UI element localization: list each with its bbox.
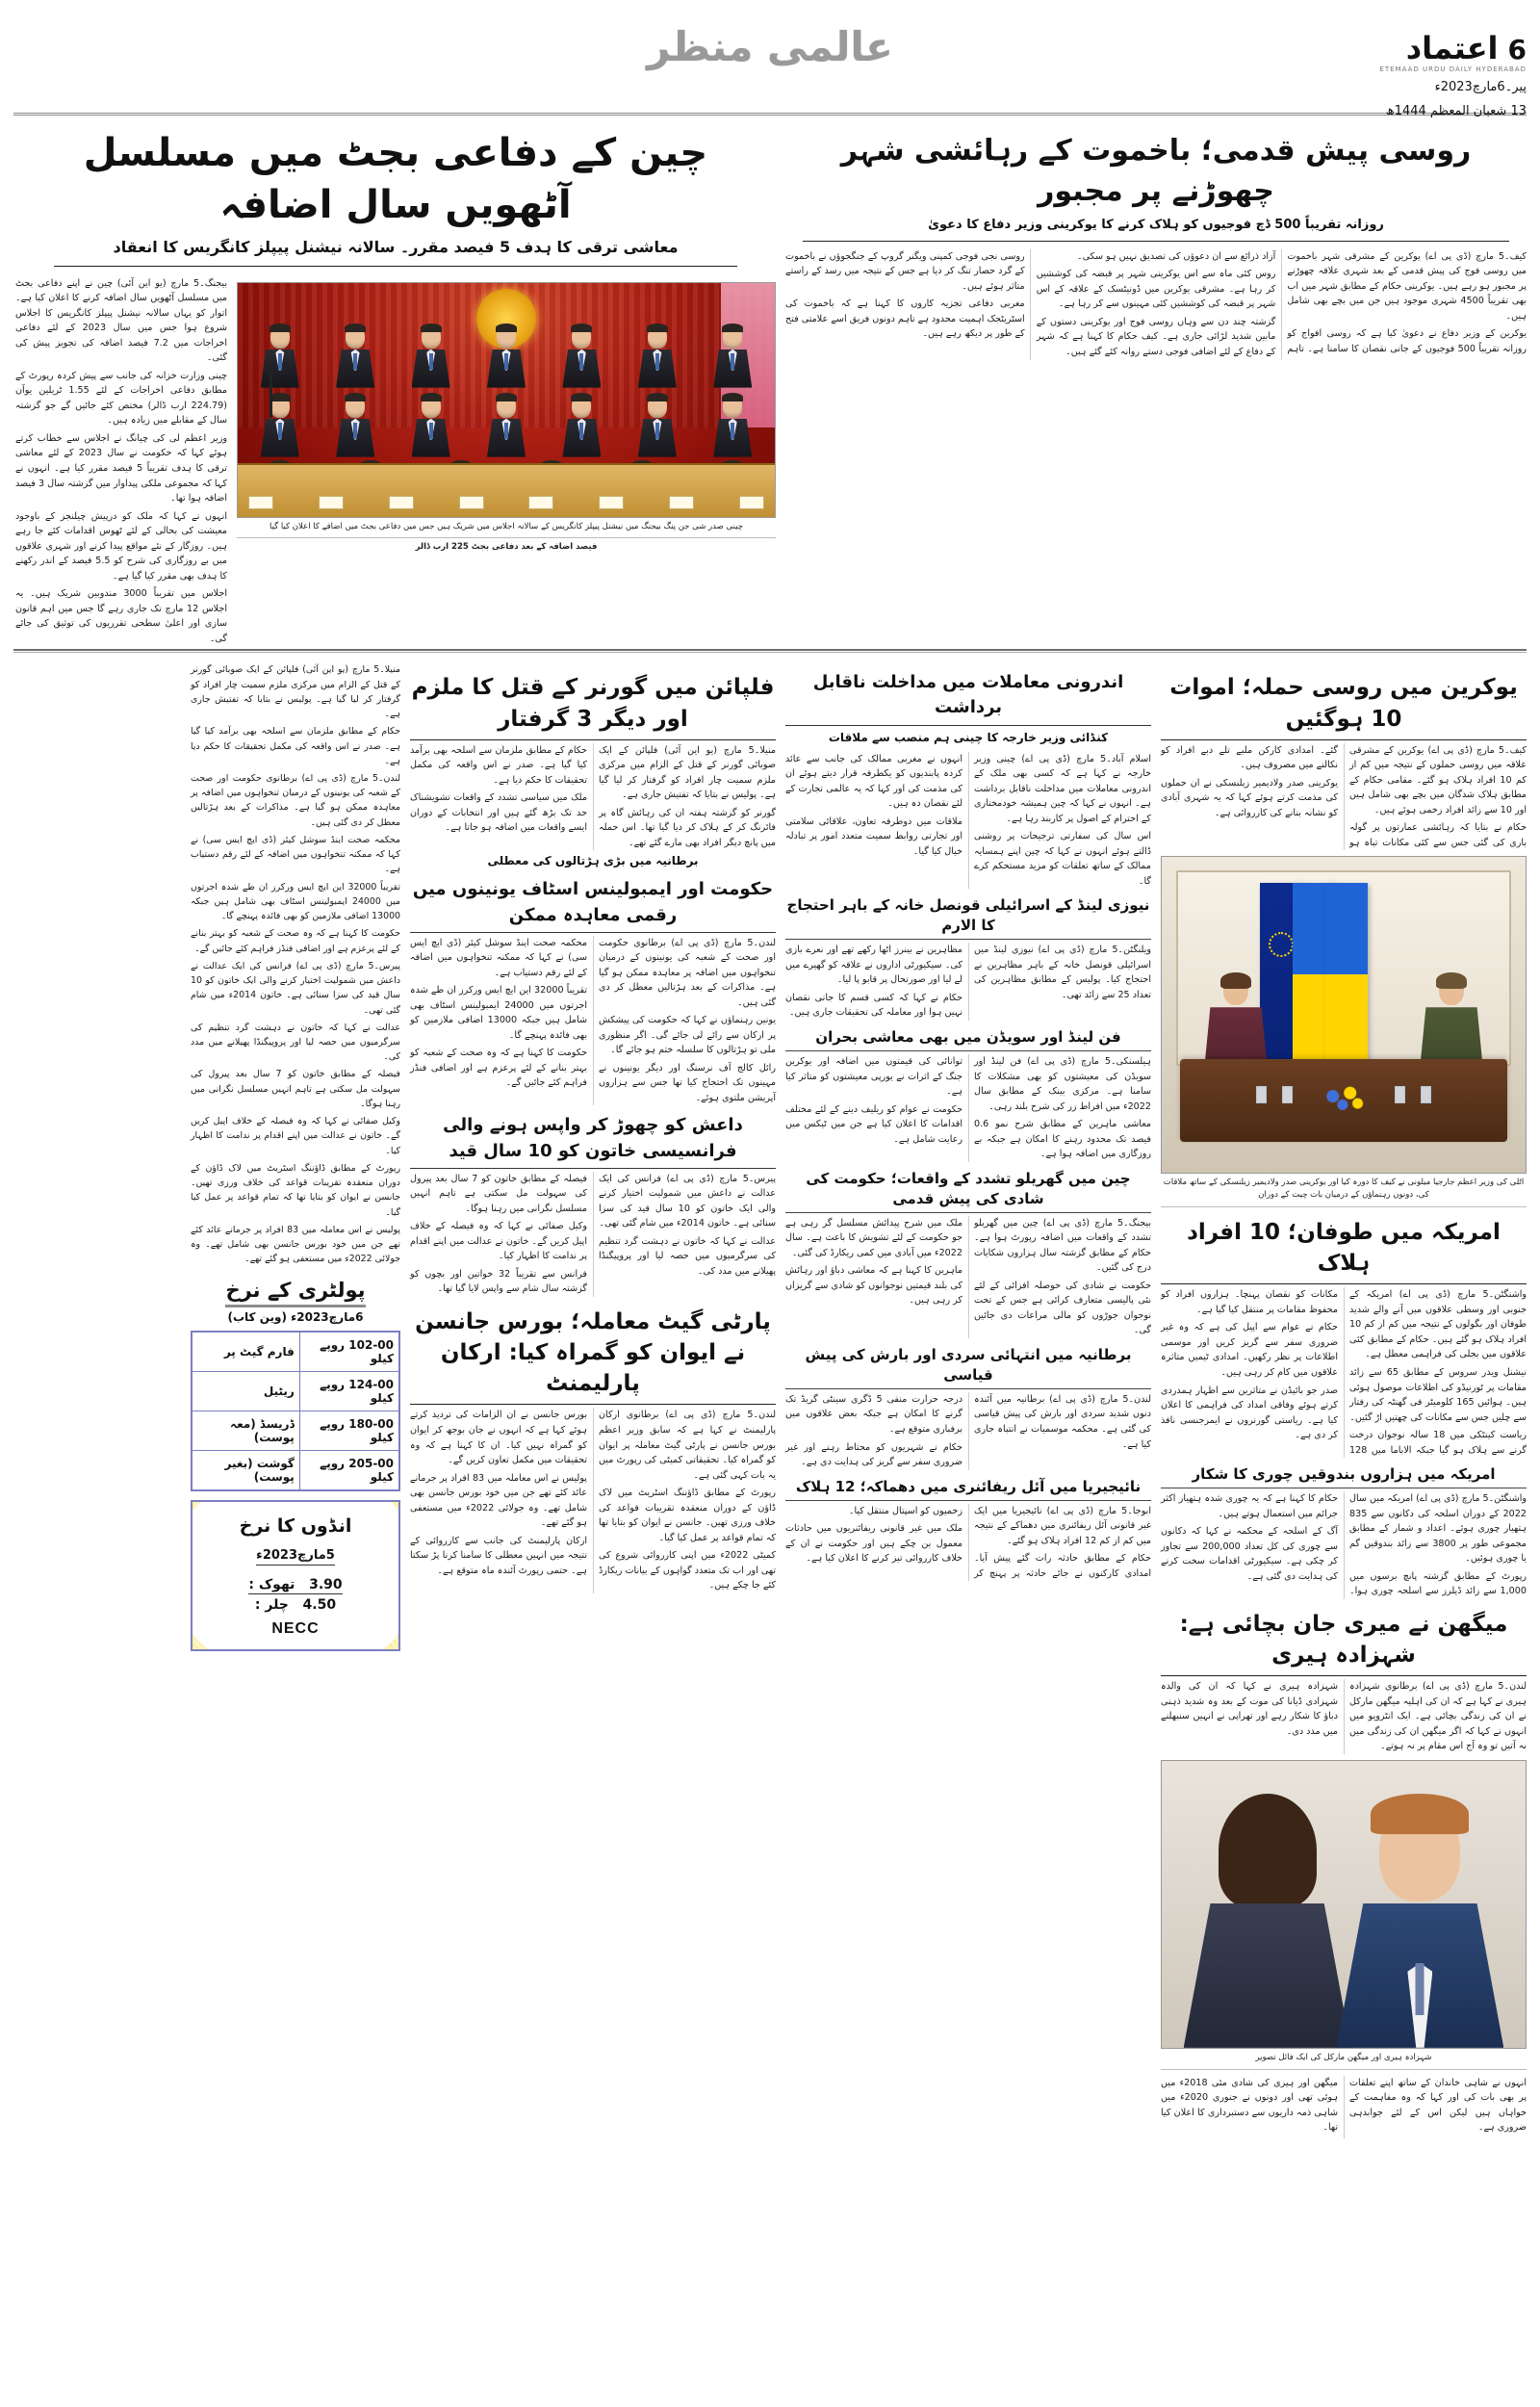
- story-partygate: [410, 1307, 776, 1593]
- paragraph: بیجنگ۔5 مارچ (ڈی پی اے) چین میں گھریلو تشدد کے واقعات میں اضافہ رپورٹ ہوا ہے۔ حکام کے مطابق گزشتہ سال ہزاروں شکایات درج کی گئیں۔: [974, 1217, 1151, 1274]
- paragraph: نیشنل ویدر سروس کے مطابق 65 سے زائد مقامات پر ٹورنیڈو کی اطلاعات موصول ہوئی ہیں۔ ہوائیں 165 کلومیٹر فی گھنٹہ کی رفتار سے چلیں جس سے مکانات کی چھتیں اڑ گئیں۔: [1349, 1366, 1527, 1423]
- kicker: برطانیہ میں بڑی ہڑتالوں کی معطلی: [487, 854, 699, 868]
- paragraph: حکام نے بتایا کہ رہائشی عمارتوں پر گولہ باری کی گئی جس سے کئی مکانات تباہ ہو گئے۔ امدادی کارکن ملبے تلے دبے افراد کو نکالنے میں مصروف ہیں۔: [1161, 744, 1527, 848]
- paper-logo: اعتماد: [1405, 30, 1499, 66]
- paragraph: حکومت نے شادی کی حوصلہ افزائی کے لئے نئی پالیسی متعارف کرائی ہے جس کے تحت نوجوان جوڑوں کو مالی مراعات دی جائیں گی۔: [974, 1280, 1151, 1336]
- paragraph: حکومت کا کہنا ہے کہ وہ صحت کے شعبہ کو بہتر بنانے کے لئے پرعزم ہے اور اضافی فنڈز فراہم کئے جائیں گے۔: [410, 1048, 587, 1089]
- paragraph: پولیس نے اس معاملہ میں 83 افراد پر جرمانے عائد کئے تھے جن میں خود بورس جانسن بھی شامل تھے۔ وہ جولائی 2022ء میں مستعفی ہو گئے تھے۔: [410, 1472, 587, 1529]
- story-newzealand: [785, 895, 1151, 1021]
- lead-figure: [237, 276, 776, 650]
- story-philippines: [410, 672, 776, 850]
- paragraph: حکومت کا کہنا ہے کہ وہ صحت کے شعبہ کو بہتر بنانے کے لئے پرعزم ہے اور اضافی فنڈز فراہم کئے جائیں گے۔: [191, 928, 400, 954]
- flowers-decor: [1317, 1083, 1371, 1116]
- paragraph: یونین رہنماؤں نے کہا کہ حکومت کی پیشکش پر ارکان سے رائے لی جائے گی۔ اگر منظوری ملی تو ہڑتالوں کا سلسلہ ختم ہو جائے گا۔: [599, 1015, 776, 1056]
- paragraph: پیرس۔5 مارچ (ڈی پی اے) فرانس کی ایک عدالت نے داعش میں شمولیت اختیار کرنے والی ایک خاتون کو 10 سال قید کی سزا سنائی ہے۔ خاتون 2014ء میں شام گئی تھی۔: [599, 1173, 776, 1229]
- story-china-budget: [15, 121, 776, 649]
- story-us-theft: [1161, 1464, 1527, 1599]
- story-us-storm: [1161, 1217, 1527, 1458]
- paragraph: بورس جانسن نے ان الزامات کی تردید کرتے ہوئے کہا ہے کہ انہوں نے جان بوجھ کر ایوان کو گمراہ نہیں کیا۔ ان کا کہنا ہے کہ وہ تحقیقات میں مکمل تعاون کریں گے۔: [410, 1410, 587, 1466]
- rate-value: 102-00 روپے کیلو: [299, 1332, 399, 1372]
- paragraph: حکام کے مطابق ملزمان سے اسلحہ بھی برآمد کیا گیا ہے۔ صدر نے اس واقعہ کی مکمل تحقیقات کا حکم دیا ہے۔: [410, 744, 587, 786]
- rate-label: گوشت (بغیر پوست): [192, 1451, 299, 1491]
- paragraph: ملک میں غیر قانونی ریفائنریوں میں حادثات معمول بن چکے ہیں اور حکومت نے ان کے خلاف کارروائی تیز کرنے کا اعلان کیا ہے۔: [785, 1523, 962, 1565]
- article-body: [410, 1408, 776, 1592]
- column-d-overflow-strike: [191, 771, 400, 959]
- story-uk-cold: [785, 1345, 1151, 1470]
- paragraph: تقریباً 32000 این ایچ ایس ورکرز ان طے شدہ اجرتوں میں 24000 ایمبولینس اسٹاف بھی شامل ہیں جبکہ 13000 اضافی ملازمین کو بھی فائدہ پہنچے گا۔: [191, 881, 400, 922]
- paragraph: مظاہرین نے بینرز اٹھا رکھے تھے اور نعرے بازی کی۔ سیکیورٹی اداروں نے علاقہ کو گھیرے میں لے لیا اور صورتحال پر قابو پا لیا۔: [785, 945, 962, 986]
- egg-wholesale-label: تھوک :: [248, 1577, 295, 1593]
- column-c: [410, 662, 776, 1593]
- headline: برطانیہ میں انتہائی سردی اور بارش کی پیش قیاسی: [785, 1345, 1151, 1389]
- article-body: [785, 752, 1151, 890]
- paragraph: یوکرین کے وزیر دفاع نے دعویٰ کیا ہے کہ روسی افواج کو روزانہ تقریباً 500 فوجیوں کے جانی نقصان کا سامنا ہے۔ تاہم آزاد ذرائع سے ان دعوؤں کی تصدیق نہیں ہو سکی۔: [1077, 250, 1527, 354]
- table-row: [192, 1451, 399, 1491]
- paragraph: پیرس۔5 مارچ (ڈی پی اے) فرانس کی ایک عدالت نے داعش میں شمولیت اختیار کرنے والی ایک خاتون کو 10 سال قید کی سزا سنائی ہے۔ خاتون 2014ء میں شام گئی تھی۔: [191, 960, 400, 1016]
- paper-subtitle: ETEMAAD URDU DAILY HYDERABAD: [1379, 65, 1527, 73]
- headline: پارٹی گیٹ معاملہ؛ بورس جانسن نے ایوان کو گمراہ کیا: ارکان پارلیمنٹ: [410, 1307, 776, 1406]
- story-meghan: [1161, 1609, 1527, 2138]
- story-china-family: [785, 1169, 1151, 1338]
- paragraph: کیف۔5 مارچ (ڈی پی اے) یوکرین کے مشرقی علاقہ میں روسی حملوں کے نتیجہ میں کم از کم 10 افراد ہلاک ہو گئے۔ مقامی حکام کے مطابق ہلاک شدگان میں بچے بھی شامل ہیں اور 10 سے زائد افراد زخمی ہوئے ہیں۔: [1349, 744, 1527, 815]
- headline: فلپائن میں گورنر کے قتل کا ملزم اور دیگر 3 گرفتار: [410, 672, 776, 739]
- section-title: عالمی منظر: [647, 23, 893, 70]
- person-harry: [1336, 1805, 1503, 2048]
- paragraph: حکومت نے عوام کو ریلیف دینے کے لئے مختلف اقدامات کا اعلان کیا ہے جن میں ٹیکس میں رعایت شامل ہے۔: [785, 1103, 962, 1145]
- paragraph: کمیٹی 2022ء میں اپنی کارروائی شروع کی تھی اور اب تک متعدد گواہوں کے بیانات ریکارڈ کئے جا چکے ہیں۔: [599, 1550, 776, 1592]
- page-number: 6: [1507, 34, 1527, 65]
- article-body: [1161, 1287, 1527, 1458]
- egg-rates-title: انڈوں کا نرخ: [239, 1515, 352, 1538]
- paragraph: محکمہ صحت اینڈ سوشل کیئر (ڈی ایچ ایس سی) نے کہا کہ ممکنہ تنخواہوں میں اضافہ کے لئے رقم دستیاب ہے۔: [410, 937, 587, 978]
- paragraph: ملک میں سیاسی تشدد کے واقعات تشویشناک حد تک بڑھ گئے ہیں اور انتخابات کے دوران ایسے واقعات میں اضافہ ہو جاتا ہے۔: [410, 792, 587, 834]
- column-b: [785, 662, 1151, 1581]
- paragraph: اجلاس میں تقریباً 3000 مندوبین شریک ہیں۔ یہ اجلاس 12 مارچ تک جاری رہے گا جس میں اہم قانون سازی اور اعلیٰ سطحی تقرریوں کی توثیق کی جائے گی۔: [15, 588, 227, 644]
- paragraph: لندن۔5 مارچ (ڈی پی اے) برطانوی حکومت اور صحت کے شعبہ کی یونینوں کے درمیان تنخواہوں میں اضافہ پر معاہدہ ممکن ہو گیا ہے۔ مذاکرات کے بعد ہڑتالیں معطل کر دی گئی ہیں۔: [599, 937, 776, 1008]
- article-body: [785, 1504, 1151, 1582]
- paragraph: لندن۔5 مارچ (ڈی پی اے) برطانوی حکومت اور صحت کے شعبہ کی یونینوں کے درمیان تنخواہوں میں اضافہ پر معاہدہ ممکن ہو گیا ہے۔ مذاکرات کے بعد ہڑتالیں معطل کر دی گئی ہیں۔: [191, 772, 400, 828]
- story-ukraine-attack: [1161, 672, 1527, 1207]
- paragraph: محکمہ صحت اینڈ سوشل کیئر (ڈی ایچ ایس سی) نے کہا کہ ممکنہ تنخواہوں میں اضافہ کے لئے رقم دستیاب ہے۔: [191, 834, 400, 875]
- headline: امریکہ میں طوفان؛ 10 افراد ہلاک: [1161, 1217, 1527, 1284]
- article-body-cont: [1161, 2076, 1527, 2138]
- subheadline: کنڈائی وزیر خارجہ کا چینی ہم منصب سے ملاقات: [828, 730, 1109, 744]
- paragraph: توانائی کی قیمتوں میں اضافہ اور یوکرین جنگ کے اثرات نے یورپی معیشتوں کو متاثر کیا ہے۔: [785, 1055, 962, 1098]
- paragraph: معاشی ماہرین کے مطابق شرح نمو 0.6 فیصد تک محدود رہنے کا امکان ہے جبکہ بے روزگاری میں اضافہ ہوا ہے۔: [974, 1119, 1151, 1160]
- story-internal-affairs: [785, 670, 1151, 889]
- person-meghan: [1184, 1805, 1351, 2048]
- egg-rates-source: NECC: [271, 1620, 320, 1638]
- story-nigeria: [785, 1477, 1151, 1582]
- column-a: [1161, 662, 1527, 2137]
- rate-label: ڈریسڈ (معہ پوست): [192, 1411, 299, 1451]
- table-row: [192, 1332, 399, 1372]
- paragraph: واشنگٹن۔5 مارچ (ڈی پی اے) امریکہ کے جنوبی اور وسطی علاقوں میں آنے والے شدید طوفان اور بگولوں کے نتیجہ میں کم از کم 10 افراد ہلاک ہو گئے ہیں۔ حکام کے مطابق کئی علاقوں میں بجلی کی فراہمی معطل ہے۔: [1349, 1289, 1527, 1360]
- photo-caption: شہزادہ ہیری اور میگھن مارکل کی ایک فائل تصویر: [1161, 2049, 1527, 2070]
- headline: یوکرین میں روسی حملہ؛ اموات 10 ہوگئیں: [1161, 672, 1527, 739]
- article-body: [1161, 743, 1527, 851]
- paragraph: گزشتہ چند دن سے وہاں روسی فوج اور یوکرینی دستوں کے مابین شدید لڑائی جاری ہے۔ کیف حکام کا کہنا ہے کہ شہر کے دفاع کے لئے اضافی فوجی دستے روانہ کئے گئے ہیں۔: [1036, 316, 1276, 357]
- paragraph: لندن۔5 مارچ (ڈی پی اے) برطانوی شہزادہ ہیری نے کہا ہے کہ ان کی اہلیہ میگھن مارکل نے ان کی زندگی بچائی ہے۔ ایک انٹرویو میں انہوں نے کہا کہ اگر میگھن ان کی زندگی میں نہ آتیں تو وہ آج اس مقام پر نہ ہوتے۔: [1349, 1681, 1527, 1752]
- paragraph: رپورٹ کے مطابق گزشتہ پانچ برسوں میں 1,000 سے زائد ڈیلرز سے اسلحہ چوری ہوا۔ حکام کا کہنا ہے کہ یہ چوری شدہ ہتھیار اکثر جرائم میں استعمال ہوتے ہیں۔: [1161, 1493, 1527, 1597]
- poultry-rates-box: [191, 1279, 400, 1491]
- paragraph: انہوں نے کہا کہ ملک کو درپیش چیلنجز کے باوجود معیشت کی بحالی کے لئے ٹھوس اقدامات کئے جا رہے ہیں۔ روزگار کے نئے مواقع پیدا کرنے اور شہری علاقوں میں بے روزگاری کی شرح کو 5.5 فیصد کے اندر رکھنے کا ہدف بھی مقرر کیا گیا ہے۔: [15, 510, 227, 582]
- lead-subheadline: معاشی ترقی کا ہدف 5 فیصد مقرر۔ سالانہ نیشنل پیپلز کانگریس کا انعقاد: [54, 235, 737, 267]
- headline: حکومت اور ایمبولینس اسٹاف یونینوں میں رقمی معاہدہ ممکن: [410, 877, 776, 932]
- headline: امریکہ میں ہزاروں بندوقیں چوری کا شکار: [1161, 1464, 1527, 1488]
- paragraph: گورنر کو گزشتہ ہفتہ ان کی رہائش گاہ پر فائرنگ کر کے ہلاک کر دیا گیا تھا۔ اس حملہ میں پانچ دیگر افراد بھی مارے گئے تھے۔: [599, 807, 776, 848]
- article-body: [785, 1392, 1151, 1470]
- story-finland: [785, 1027, 1151, 1162]
- paragraph: ہیلسنکی۔5 مارچ (ڈی پی اے) فن لینڈ اور سویڈن کی معیشتوں کو بھی مشکلات کا سامنا ہے۔ مرکزی بینک کے مطابق سال 2022ء میں افراط زر کی شرح بلند رہی۔: [974, 1055, 1151, 1112]
- article-body: [410, 936, 776, 1106]
- photo-highlight: فیصد اضافہ کے بعد دفاعی بجٹ 225 ارب ڈالر: [415, 542, 598, 553]
- paragraph: حکام نے شہریوں کو محتاط رہنے اور غیر ضروری سفر سے گریز کی ہدایت دی ہے۔: [785, 1441, 962, 1468]
- egg-wholesale-row: [198, 1577, 393, 1592]
- paragraph: ماہرین کا کہنا ہے کہ معاشی دباؤ اور رہائش کی بلند قیمتیں نوجوانوں کو شادی سے گریزاں کر رہی ہیں۔: [785, 1265, 962, 1307]
- paragraph: مغربی دفاعی تجزیہ کاروں کا کہنا ہے کہ باخموت کی اسٹریٹجک اہمیت محدود ہے تاہم دونوں فریق اسے علامتی فتح کے طور پر دیکھ رہے ہیں۔: [785, 298, 1025, 340]
- paragraph: حکام کے مطابق حادثہ رات گئے پیش آیا۔ امدادی کارکنوں نے جائے حادثہ پر پہنچ کر زخمیوں کو اسپتال منتقل کیا۔: [848, 1505, 1151, 1579]
- headline: اندرونی معاملات میں مداخلت ناقابل برداشت: [785, 670, 1151, 725]
- egg-wholesale-value: 3.90: [309, 1577, 343, 1593]
- paragraph: روسی نجی فوجی کمپنی ویگنر گروپ کے جنگجوؤں نے باخموت کے گرد حصار تنگ کر دیا ہے جس کے نتیجہ میں رسد کے راستے متاثر ہوئے ہیں۔: [785, 250, 1025, 292]
- article-body: [785, 1054, 1151, 1162]
- egg-rates-date: 5مارچ2023ء: [256, 1548, 335, 1566]
- poultry-rates-date: 6مارچ2023ء (وین کاب): [227, 1310, 364, 1325]
- paragraph: ویلنگٹن۔5 مارچ (ڈی پی اے) نیوزی لینڈ میں اسرائیلی قونصل خانہ کے باہر مظاہرین نے احتجاج کیا۔ پولیس کے مطابق مظاہرین کی تعداد 25 سے زائد تھی۔: [974, 945, 1151, 1000]
- photo-china-congress: [237, 282, 776, 518]
- top-block: [13, 121, 1527, 649]
- horizontal-divider: [13, 649, 1527, 653]
- paragraph: واشنگٹن۔5 مارچ (ڈی پی اے) امریکہ میں سال 2022 کے دوران اسلحہ کی دکانوں سے 835 ہتھیار چوری ہوئے۔ اعداد و شمار کے مطابق مجموعی طور پر 3800 سے زائد بندوقیں گم یا چوری ہوئیں۔: [1349, 1493, 1527, 1565]
- headline: داعش کو چھوڑ کر واپس ہونے والی فرانسیسی خاتون کو 10 سال قید: [410, 1113, 776, 1168]
- issue-date-gregorian: پیر۔6مارچ2023ء: [1434, 80, 1527, 94]
- paragraph: وکیل صفائی نے کہا کہ وہ فیصلہ کے خلاف اپیل کریں گے۔ خاتون نے عدالت میں اپنے اقدام پر ندامت کا اظہار کیا۔: [191, 1116, 400, 1156]
- headline: میگھن نے میری جان بچائی ہے: شہزادہ ہیری: [1161, 1609, 1527, 1676]
- paragraph: رپورٹ کے مطابق ڈاؤننگ اسٹریٹ میں لاک ڈاؤن کے دوران منعقدہ تقریبات قواعد کی خلاف ورزی تھیں۔ جانسن نے ایوان کو بتایا تھا کہ تمام قواعد پر عمل کیا گیا۔: [599, 1488, 776, 1543]
- masthead-left: [1379, 30, 1527, 120]
- paragraph: وزیر اعظم لی کی چیانگ نے اجلاس سے خطاب کرتے ہوئے کہا کہ حکومت نے سال 2023 کے لئے معاشی ترقی کا ہدف تقریباً 5 فیصد مقرر کیا ہے۔ انہوں نے کہا کہ مجموعی ملکی پیداوار میں گزشتہ سال 3 فیصد اضافہ ہوا تھا۔: [15, 432, 227, 505]
- paragraph: عدالت نے کہا کہ خاتون نے دہشت گرد تنظیم کی سرگرمیوں میں حصہ لیا اور پروپیگنڈا پھیلانے میں مدد کی۔: [191, 1022, 400, 1063]
- article-body: [410, 743, 776, 851]
- table-row: [192, 1411, 399, 1451]
- paragraph: فیصلہ کے مطابق خاتون کو 7 سال بعد پیرول کی سہولت مل سکتی ہے تاہم انہیں مسلسل نگرانی میں رہنا ہوگا۔: [191, 1069, 400, 1109]
- rate-label: فارم گیٹ پر: [192, 1332, 299, 1372]
- paragraph: منیلا۔5 مارچ (یو این آئی) فلپائن کے ایک صوبائی گورنر کے قتل کے الزام میں مرکزی ملزم سمیت چار افراد کو گرفتار کر لیا گیا ہے۔ پولیس نے بتایا کہ تفتیش جاری ہے۔: [599, 744, 776, 801]
- headline: روسی پیش قدمی؛ باخموت کے رہائشی شہر چھوڑنے پر مجبور: [840, 134, 1472, 208]
- table-row: [192, 1372, 399, 1411]
- story-daesh-woman: [410, 1113, 776, 1296]
- ukraine-flag-icon: [1325, 883, 1368, 1066]
- paragraph: ابوجا۔5 مارچ (ڈی پی اے) نائیجیریا میں ایک غیر قانونی آئل ریفائنری میں دھماکے کے نتیجہ میں کم از کم 12 افراد ہلاک ہو گئے۔: [974, 1505, 1151, 1546]
- paragraph: چینی وزارت خزانہ کی جانب سے پیش کردہ رپورٹ کے مطابق دفاعی اخراجات کے لئے 1.55 ٹریلین یوآن (224.79 ارب ڈالر) مختص کئے جائیں گے جو گزشتہ سال کے مقابلے میں زیادہ ہیں۔: [15, 370, 227, 427]
- paragraph: ریاست کینٹکی میں 18 سالہ نوجوان درخت گرنے سے ہلاک ہو گیا جبکہ الاباما میں 128 مکانات کو نقصان پہنچا۔ ہزاروں افراد کو محفوظ مقامات پر منتقل کیا گیا ہے۔: [1161, 1289, 1527, 1456]
- paragraph: انہوں نے مغربی ممالک کی جانب سے عائد کردہ پابندیوں کو یکطرفہ قرار دیتے ہوئے ان کی مذمت کی اور کہا کہ یہ عالمی تجارت کے لئے نقصان دہ ہیں۔: [785, 753, 962, 810]
- column-d: [191, 662, 400, 1651]
- masthead: [13, 0, 1527, 116]
- paragraph: رپورٹ کے مطابق ڈاؤننگ اسٹریٹ میں لاک ڈاؤن کے دوران منعقدہ تقریبات قواعد کی خلاف ورزی تھیں۔ جانسن نے ایوان کو بتایا تھا کہ تمام قواعد پر عمل کیا گیا۔: [191, 1162, 400, 1218]
- microphone-icon: [270, 372, 272, 418]
- paragraph: حکام نے کہا کہ کسی قسم کا جانی نقصان نہیں ہوا اور معاملہ کی تحقیقات جاری ہیں۔: [785, 992, 962, 1019]
- article-body: [785, 249, 1527, 360]
- paragraph: بیجنگ۔5 مارچ (یو این آئی) چین نے اپنے دفاعی بجٹ میں مسلسل آٹھویں سال اضافہ کرنے کا اعلان کیا ہے۔ اتوار کو یہاں سالانہ نیشنل پیپلز کانگریس کا اجلاس شروع ہوا جس میں سال 2023 کے لئے دفاعی اخراجات میں 7.2 فیصد اضافہ کی تجویز پیش کی گئی۔: [15, 277, 227, 364]
- article-body: [785, 1216, 1151, 1338]
- paragraph: رائل کالج آف نرسنگ اور دیگر یونینوں نے مہینوں تک احتجاج کیا تھا جس سے ہزاروں آپریشن ملتوی ہوئے۔: [599, 1062, 776, 1103]
- paragraph: اسلام آباد۔5 مارچ (ڈی پی اے) چینی وزیر خارجہ نے کہا ہے کہ کسی بھی ملک کے اندرونی معاملات میں مداخلت ناقابل برداشت ہے۔ انہوں نے کہا کہ چین ہمیشہ خودمختاری کے احترام کے اصول پر کاربند رہا ہے۔: [974, 753, 1151, 824]
- rate-label: ریٹیل: [192, 1372, 299, 1411]
- rate-value: 180-00 روپے کیلو: [299, 1411, 399, 1451]
- photo-kyiv-meeting: [1161, 856, 1527, 1174]
- paragraph: منیلا۔5 مارچ (یو این آئی) فلپائن کے ایک صوبائی گورنر کے قتل کے الزام میں مرکزی ملزم سمیت چار افراد کو گرفتار کر لیا گیا ہے۔ پولیس نے بتایا کہ تفتیش جاری ہے۔: [191, 664, 400, 720]
- story-uk-strike: [410, 852, 776, 1105]
- article-body: [15, 276, 227, 650]
- egg-retail-value: 4.50: [302, 1597, 337, 1614]
- column-d-overflow-daesh: [191, 959, 400, 1161]
- poultry-rates-title: پولٹری کے نرخ: [191, 1279, 400, 1306]
- paragraph: میگھن اور ہیری کی شادی مئی 2018ء میں ہوئی تھی اور دونوں نے جنوری 2020ء میں شاہی ذمہ داریوں سے دستبرداری کا اعلان کیا تھا۔: [1161, 2077, 1339, 2134]
- column-d-overflow-partygate: [191, 1161, 400, 1270]
- paragraph: تقریباً 32000 این ایچ ایس ورکرز ان طے شدہ اجرتوں میں 24000 ایمبولینس اسٹاف بھی شامل ہیں جبکہ 13000 اضافی ملازمین کو بھی فائدہ پہنچے گا۔: [410, 985, 587, 1041]
- paragraph: آگ کے اسلحہ کے محکمہ نے کہا کہ دکانوں سے چوری کی کل تعداد 200,000 سے تجاوز کر چکی ہے۔ سیکیورٹی اقدامات سخت کرنے کی ہدایت دی گئی ہے۔: [1161, 1526, 1339, 1582]
- rate-value: 124-00 روپے کیلو: [299, 1372, 399, 1411]
- egg-retail-label: چلر :: [254, 1597, 289, 1614]
- paragraph: فیصلہ کے مطابق خاتون کو 7 سال بعد پیرول کی سہولت مل سکتی ہے تاہم انہیں مسلسل نگرانی میں رہنا ہوگا۔: [410, 1173, 587, 1214]
- paragraph: فرانس سے تقریباً 32 خواتین اور بچوں کو گزشتہ سال شام سے واپس لایا گیا تھا۔: [410, 1268, 587, 1295]
- paragraph: روس کئی ماہ سے اس یوکرینی شہر پر قبضہ کی کوششیں کر رہا ہے۔ مشرقی یوکرین میں ڈونیٹسک کے علاقہ کے اس شہر پر قبضہ کی کوششیں کئی مہینوں سے کر رہا ہے۔: [1036, 269, 1276, 310]
- paragraph: یوکرینی صدر ولادیمیر زیلنسکی نے ان حملوں کی مذمت کرتے ہوئے کہا کہ یہ شہری آبادی کو نشانہ بنانے کی کارروائی ہے۔: [1161, 777, 1338, 818]
- issue-date-hijri: 13 شعبان المعظم 1444ھ: [1385, 103, 1527, 118]
- paragraph: کیف۔5 مارچ (ڈی پی اے) یوکرین کے مشرقی شہر باخموت میں روسی فوج کی پیش قدمی کے بعد شہری علاقہ چھوڑنے پر مجبور ہو رہے ہیں۔ یوکرینی حکام کے مطابق شہر میں اب بھی تقریباً 4500 شہری موجود ہیں جن میں بچے بھی شامل ہیں۔: [1287, 250, 1527, 322]
- paragraph: درجہ حرارت منفی 5 ڈگری سینٹی گریڈ تک گرنے کا امکان ہے جبکہ بعض علاقوں میں برفباری متوقع ہے۔: [785, 1393, 962, 1435]
- paragraph: لندن۔5 مارچ (ڈی پی اے) برطانوی ارکان پارلیمنٹ نے کہا ہے کہ سابق وزیر اعظم بورس جانسن نے پارٹی گیٹ معاملہ پر ایوان کو گمراہ کیا۔ تحقیقاتی کمیٹی کی رپورٹ میں یہ بات کہی گئی ہے۔: [599, 1410, 776, 1481]
- paragraph: لندن۔5 مارچ (ڈی پی اے) برطانیہ میں آئندہ دنوں شدید سردی اور بارش کی پیش قیاسی کی گئی ہے۔ محکمہ موسمیات نے انتباہ جاری کیا ہے۔: [974, 1393, 1151, 1450]
- paragraph: پولیس نے اس معاملہ میں 83 افراد پر جرمانے عائد کئے تھے جن میں خود بورس جانسن بھی شامل تھے۔ وہ جولائی 2022ء میں مستعفی ہو گئے تھے۔: [191, 1224, 400, 1265]
- egg-rates-box: [191, 1500, 400, 1651]
- article-body: [785, 943, 1151, 1021]
- poultry-rates-table: [191, 1331, 400, 1491]
- article-body: [410, 1172, 776, 1297]
- story-russia-advance: [785, 121, 1527, 360]
- egg-retail-row: [198, 1597, 393, 1613]
- rate-value: 205-00 روپے کیلو: [299, 1451, 399, 1491]
- photo-caption: اٹلی کی وزیر اعظم جارجیا میلونی نے کیف کا دورہ کیا اور یوکرینی صدر ولادیمیر زیلنسکی کے ساتھ ملاقات کی، دونوں رہنماؤں کے درمیان بات چیت کے دوران: [1161, 1174, 1527, 1207]
- photo-harry-meghan: [1161, 1760, 1527, 2049]
- headline: فن لینڈ اور سویڈن میں بھی معاشی بحران: [785, 1027, 1151, 1051]
- photo-caption: چینی صدر شی جن پنگ بیجنگ میں نیشنل پیپلز کانگریس کے سالانہ اجلاس میں شریک ہیں جس میں دفاعی بجٹ میں اضافے کا اعلان کیا گیا: [237, 518, 776, 539]
- paragraph: اس سال کی سفارتی ترجیحات پر روشنی ڈالتے ہوئے انہوں نے کہا کہ چین اپنے ہمسایہ ممالک کے ساتھ تعلقات کو مزید مستحکم کرے گا۔: [974, 831, 1151, 887]
- headline: نیوزی لینڈ کے اسرائیلی قونصل خانہ کے باہر احتجاج کا الارم: [785, 895, 1151, 940]
- lead-headline: چین کے دفاعی بجٹ میں مسلسل آٹھویں سال اضافہ: [83, 131, 708, 227]
- paragraph: انہوں نے شاہی خاندان کے ساتھ اپنے تعلقات پر بھی بات کی اور کہا کہ وہ مفاہمت کے خواہاں ہیں لیکن اس کے لئے جوابدہی ضروری ہے۔: [1349, 2077, 1527, 2134]
- paragraph: شہزادہ ہیری نے کہا کہ ان کی والدہ شہزادی ڈیانا کی موت کے بعد وہ شدید ذہنی دباؤ کا شکار رہے اور تھراپی نے انہیں سنبھلنے میں مدد دی۔: [1161, 1681, 1338, 1737]
- column-d-overflow-philippines: [191, 662, 400, 771]
- paragraph: ملاقات میں دوطرفہ تعاون، علاقائی سلامتی اور تجارتی روابط سمیت متعدد امور پر تبادلہ خیال کیا گیا۔: [785, 815, 962, 857]
- paragraph: حکام نے عوام سے اپیل کی ہے کہ وہ غیر ضروری سفر سے گریز کریں اور موسمی اطلاعات پر نظر رکھیں۔ امدادی ٹیمیں متاثرہ علاقوں میں کام کر رہی ہیں۔: [1161, 1322, 1338, 1378]
- article-body: [1161, 1491, 1527, 1599]
- subheadline: روزانہ تقریباً 500 ڈچ فوجیوں کو ہلاک کرنے کا یوکرینی وزیر دفاع کا دعویٰ: [803, 216, 1509, 242]
- paragraph: وکیل صفائی نے کہا کہ وہ فیصلہ کے خلاف اپیل کریں گے۔ خاتون نے عدالت میں اپنے اقدام پر ندامت کا اظہار کیا۔: [410, 1221, 587, 1262]
- article-body: [1161, 1679, 1527, 1754]
- paragraph: عدالت نے کہا کہ خاتون نے دہشت گرد تنظیم کی سرگرمیوں میں حصہ لیا اور پروپیگنڈا پھیلانے میں مدد کی۔: [599, 1235, 776, 1277]
- paragraph: صدر جو بائیڈن نے متاثرین سے اظہار ہمدردی کرتے ہوئے وفاقی امداد کی فراہمی کا اعلان کیا ہے۔ ریاستی گورنروں نے ایمرجنسی نافذ کر دی ہے۔: [1161, 1385, 1338, 1441]
- paragraph: حکام کے مطابق ملزمان سے اسلحہ بھی برآمد کیا گیا ہے۔ صدر نے اس واقعہ کی مکمل تحقیقات کا حکم دیا ہے۔: [191, 726, 400, 766]
- headline: چین میں گھریلو تشدد کے واقعات؛ حکومت کی شادی کی پیش قدمی: [785, 1169, 1151, 1213]
- paragraph: ملک میں شرح پیدائش مسلسل گر رہی ہے جو حکومت کے لئے تشویش کا باعث ہے۔ سال 2022ء میں آبادی میں کمی ریکارڈ کی گئی۔: [785, 1217, 962, 1258]
- headline: نائیجیریا میں آئل ریفائنری میں دھماکہ؛ 12 ہلاک: [785, 1477, 1151, 1501]
- main-grid: [13, 662, 1527, 2137]
- paragraph: ارکان پارلیمنٹ کی جانب سے کارروائی کے نتیجہ میں انہیں معطلی کا سامنا کرنا پڑ سکتا ہے۔ حتمی رپورٹ آئندہ ماہ متوقع ہے۔: [410, 1535, 587, 1576]
